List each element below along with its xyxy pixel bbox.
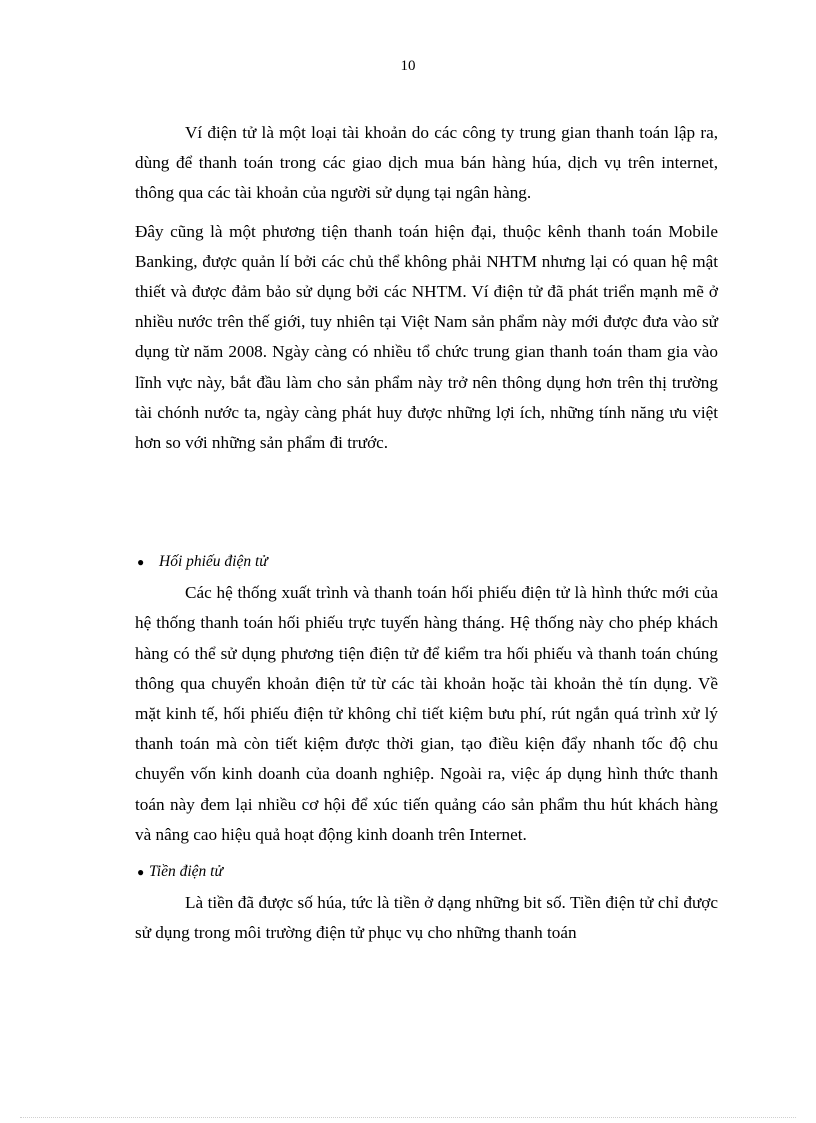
section-heading-text: Tiền điện tử — [149, 863, 223, 881]
section-heading-text: Hối phiếu điện tử — [159, 553, 268, 571]
paragraph-electronic-bill: Các hệ thống xuất trình và thanh toán hối phiếu điện tử là hình thức mới của hệ thống thanh toán hối phiếu trực tuyến hàng tháng. Hệ thống này cho phép khách hàng có thể sử dụng phương tiện điện tử để kiểm tra hối phiếu và thanh toán chúng thông qua chuyển khoản điện tử từ các tài khoản hoặc tài khoản thẻ tín dụng. Về mặt kinh tế, hối phiếu điện tử không chỉ tiết kiệm bưu phí, rút ngắn quá trình xử lý thanh toán mà còn tiết kiệm được thời gian, tạo điều kiện đẩy nhanh tốc độ chu chuyển vốn kinh doanh của doanh nghiệp. Ngoài ra, việc áp dụng hình thức thanh toán này đem lại nhiều cơ hội để xúc tiến quảng cáo sản phẩm thu hút khách hàng và nâng cao hiệu quả hoạt động kinh doanh trên Internet. — [135, 583, 718, 844]
page-bottom-divider — [20, 1117, 796, 1118]
section-heading-electronic-money — [135, 860, 718, 884]
bullet-icon: ● — [137, 555, 145, 570]
section-heading-electronic-bill — [135, 550, 718, 574]
paragraph-electronic-money: Là tiền đã được số húa, tức là tiền ở dạng những bit số. Tiền điện tử chỉ được sử dụng trong môi trường điện tử phục vụ cho những thanh toán — [135, 893, 718, 943]
document-body — [135, 118, 718, 948]
bullet-icon: ● — [137, 865, 145, 880]
paragraph-e-wallet-details: Đây cũng là một phương tiện thanh toán hiện đại, thuộc kênh thanh toán Mobile Banking, được quản lí bởi các chủ thể không phải NHTM nhưng lại có quan hệ mật thiết và được đảm bảo sử dụng bởi các NHTM. Ví điện tử đã phát triển mạnh mẽ ở nhiều nước trên thế giới, tuy nhiên tại Việt Nam sản phẩm này mới được đưa vào sử dụng từ năm 2008. Ngày càng có nhiều tổ chức trung gian thanh toán tham gia vào lĩnh vực này, bắt đầu làm cho sản phẩm này trở nên thông dụng hơn trên thị trường tài chónh nước ta, ngày càng phát huy được những lợi ích, những tính năng ưu việt hơn so với những sản phẩm đi trước. — [135, 221, 718, 453]
page-number: 10 — [400, 58, 416, 74]
paragraph-e-wallet-definition: Ví điện tử là một loại tài khoản do các công ty trung gian thanh toán lập ra, dùng để thanh toán trong các giao dịch mua bán hàng húa, dịch vụ trên internet, thông qua các tài khoản của người sử dụng tại ngân hàng. — [135, 123, 718, 203]
